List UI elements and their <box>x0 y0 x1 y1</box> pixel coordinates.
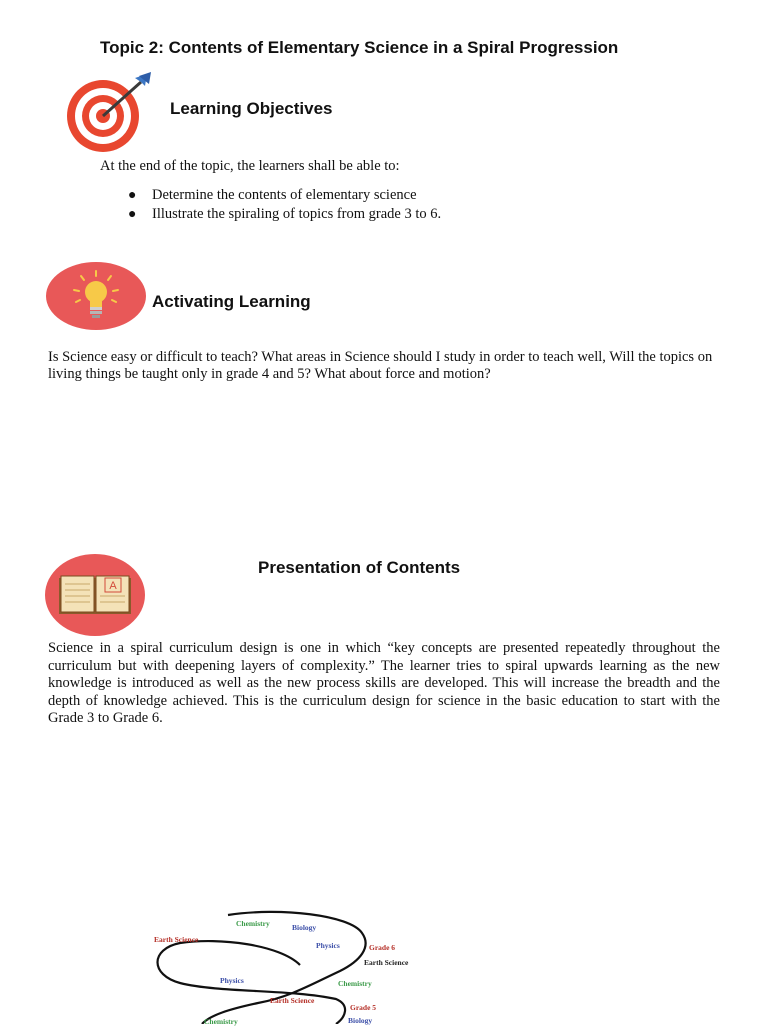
activating-learning-text: Is Science easy or difficult to teach? What areas in Science should I study in order to teach well, Will the topics on living things be taught only in grade 4 and 5? What about force and motion? <box>48 349 713 382</box>
label-grade-6: Grade 6 <box>369 943 396 952</box>
label-earth-science: Earth Science <box>154 935 199 944</box>
label-grade-5: Grade 5 <box>350 1003 377 1012</box>
presentation-text: Science in a spiral curriculum design is one in which “key concepts are presented repeatedly throughout the curriculum but with deepening layers of complexity.” The learner tries to spiral upwards learning as the new knowledge is introduced as well as the new process skills are developed. This will increase the breadth and the depth of knowledge achieved. This is the curriculum design for science in the basic education to start with the Grade 3 to Grade 6. <box>48 640 720 726</box>
book-letter: A <box>109 580 117 592</box>
book-icon <box>45 554 145 636</box>
objectives-intro: At the end of the topic, the learners shall be able to: <box>100 158 400 174</box>
target-icon <box>55 72 157 154</box>
label-physics: Physics <box>316 941 340 950</box>
label-chemistry: Chemistry <box>236 919 270 928</box>
label-earth-science: Earth Science <box>270 996 315 1005</box>
label-biology: Biology <box>292 923 317 932</box>
lightbulb-icon <box>46 262 146 330</box>
label-earth-science: Earth Science <box>364 958 409 967</box>
label-physics: Physics <box>220 976 244 985</box>
objectives-list <box>128 186 441 224</box>
list-item: ● Illustrate the spiraling of topics from grade 3 to 6. <box>128 206 442 222</box>
spiral-diagram <box>140 905 440 1024</box>
document-title: Topic 2: Contents of Elementary Science in a Spiral Progression <box>100 38 619 57</box>
presentation-heading: Presentation of Contents <box>258 558 461 577</box>
activating-learning-heading: Activating Learning <box>152 292 311 311</box>
label-biology: Biology <box>348 1016 373 1025</box>
list-item: ● Determine the contents of elementary science <box>128 187 417 203</box>
label-chemistry: Chemistry <box>204 1017 238 1026</box>
label-chemistry: Chemistry <box>338 979 372 988</box>
learning-objectives-heading: Learning Objectives <box>170 99 333 118</box>
